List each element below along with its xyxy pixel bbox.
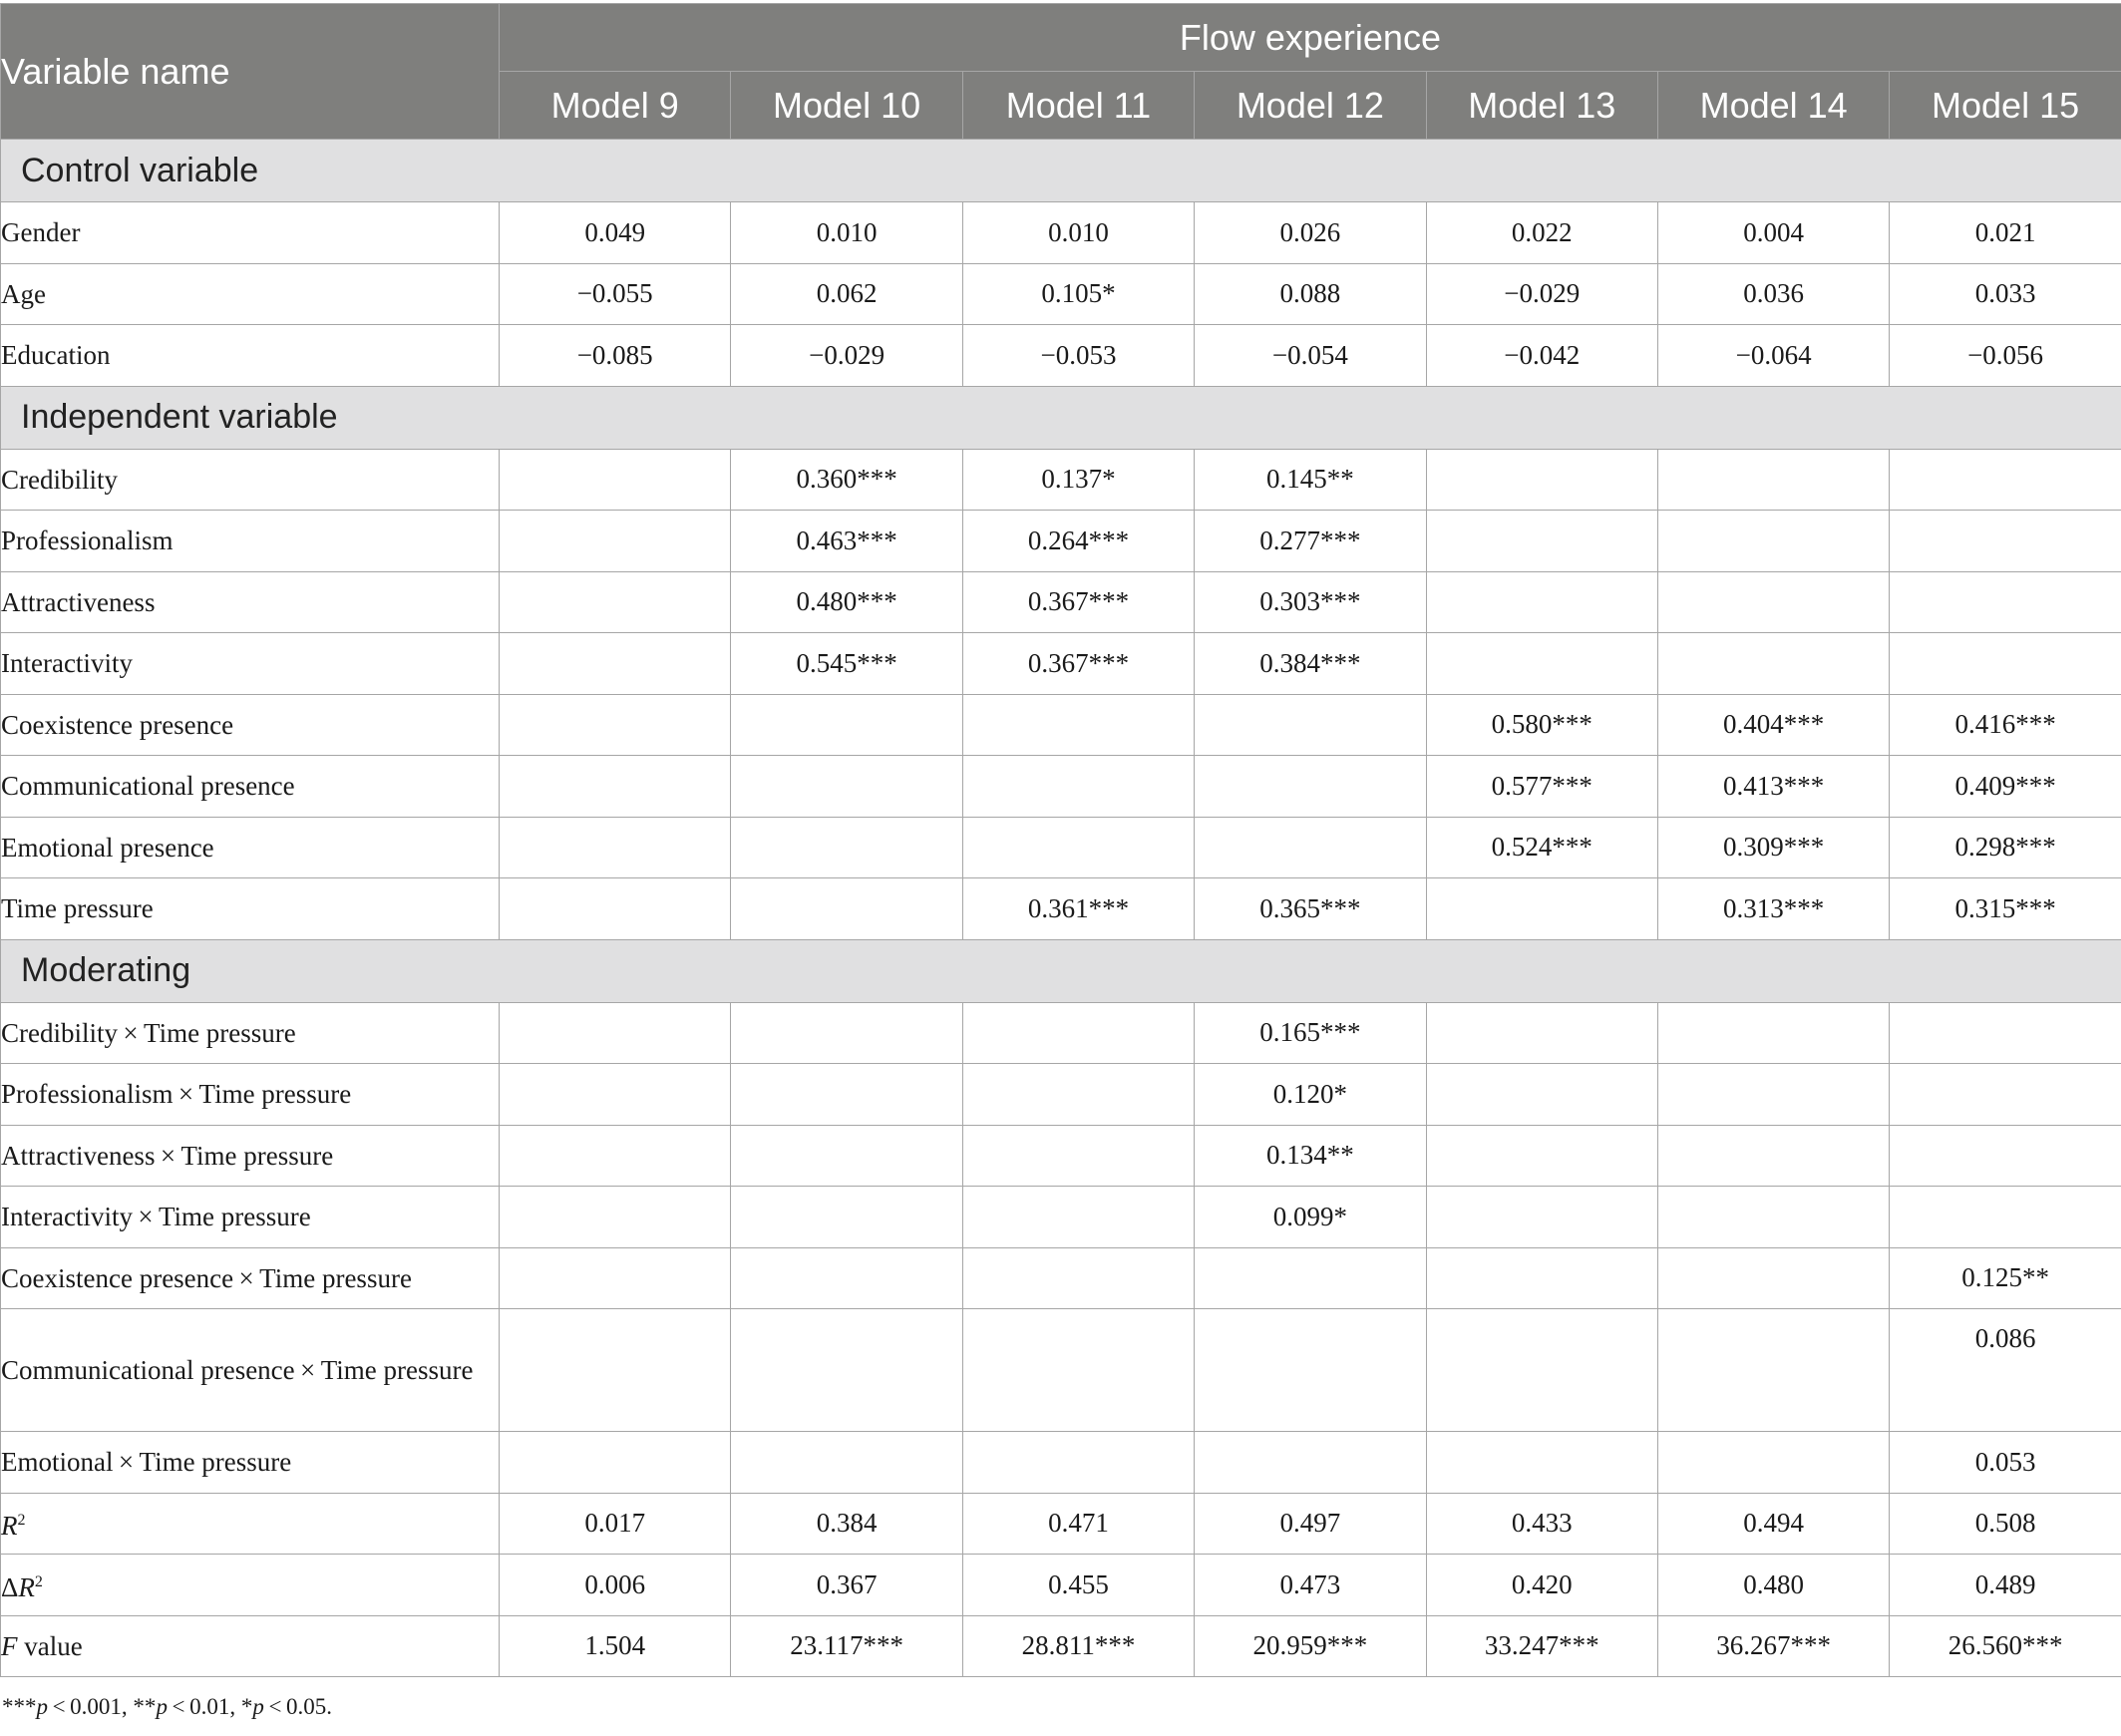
table-header xyxy=(1,4,2121,140)
stat-suffix: value xyxy=(17,1630,83,1661)
table-cell: 0.021 xyxy=(1890,202,2121,264)
table-cell: 23.117*** xyxy=(731,1615,962,1677)
stat-superscript: 2 xyxy=(34,1572,43,1590)
table-cell xyxy=(1657,1125,1889,1187)
table-cell xyxy=(500,571,731,633)
table-cell xyxy=(962,756,1194,818)
table-row xyxy=(1,263,2121,325)
table-cell: 0.494 xyxy=(1657,1493,1889,1555)
table-cell xyxy=(731,1002,962,1064)
table-cell xyxy=(500,633,731,695)
table-cell: 0.006 xyxy=(500,1555,731,1616)
table-cell xyxy=(1657,511,1889,572)
table-cell xyxy=(1426,1247,1657,1309)
table-cell: −0.029 xyxy=(731,325,962,387)
table-cell: −0.029 xyxy=(1426,263,1657,325)
table-cell: 0.416*** xyxy=(1890,694,2121,756)
table-cell: 0.120* xyxy=(1195,1064,1426,1126)
table-row xyxy=(1,1247,2121,1309)
table-row xyxy=(1,694,2121,756)
table-cell xyxy=(962,1125,1194,1187)
table-cell xyxy=(1426,1432,1657,1494)
table-cell: 0.365*** xyxy=(1195,878,1426,940)
table-row xyxy=(1,202,2121,264)
table-cell xyxy=(500,1002,731,1064)
table-cell: 0.361*** xyxy=(962,878,1194,940)
stat-label xyxy=(1,1493,500,1555)
table-cell xyxy=(1890,571,2121,633)
table-cell: 0.455 xyxy=(962,1555,1194,1616)
stats-row xyxy=(1,1555,2121,1616)
table-cell xyxy=(731,1125,962,1187)
regression-table xyxy=(0,3,2121,1677)
stat-symbol: F xyxy=(1,1630,18,1661)
table-cell xyxy=(1890,1002,2121,1064)
table-cell: 0.145** xyxy=(1195,449,1426,511)
table-cell: 0.384*** xyxy=(1195,633,1426,695)
table-cell: 0.105* xyxy=(962,263,1194,325)
table-cell: 0.409*** xyxy=(1890,756,2121,818)
table-cell: 0.017 xyxy=(500,1493,731,1555)
table-cell: 0.026 xyxy=(1195,202,1426,264)
table-footnote xyxy=(2,1694,332,1720)
table-cell xyxy=(500,694,731,756)
table-cell: 0.545*** xyxy=(731,633,962,695)
table-cell: 0.489 xyxy=(1890,1555,2121,1616)
footnote-part: p xyxy=(156,1694,168,1719)
table-cell xyxy=(962,1309,1194,1432)
table-cell: 0.298*** xyxy=(1890,817,2121,878)
table-cell xyxy=(1657,1432,1889,1494)
table-cell xyxy=(962,1064,1194,1126)
table-cell xyxy=(500,511,731,572)
row-label: Time pressure xyxy=(1,878,500,940)
table-row xyxy=(1,511,2121,572)
footnote-part: p xyxy=(252,1694,264,1719)
section-title: Control variable xyxy=(1,140,2121,202)
row-label: Interactivity xyxy=(1,633,500,695)
table-cell xyxy=(731,756,962,818)
table-cell xyxy=(1426,511,1657,572)
table-cell: 0.384 xyxy=(731,1493,962,1555)
stat-symbol: R xyxy=(1,1511,18,1542)
section-title: Moderating xyxy=(1,939,2121,1002)
table-cell: 0.277*** xyxy=(1195,511,1426,572)
table-cell: 0.580*** xyxy=(1426,694,1657,756)
section-row xyxy=(1,386,2121,449)
row-label: Interactivity × Time pressure xyxy=(1,1187,500,1248)
table-cell xyxy=(731,1432,962,1494)
table-cell xyxy=(1195,1247,1426,1309)
table-row xyxy=(1,325,2121,387)
table-cell: 0.053 xyxy=(1890,1432,2121,1494)
row-label: Attractiveness × Time pressure xyxy=(1,1125,500,1187)
row-label: Professionalism xyxy=(1,511,500,572)
table-cell xyxy=(1195,1309,1426,1432)
table-row xyxy=(1,1187,2121,1248)
table-cell xyxy=(1426,1309,1657,1432)
table-cell: 0.033 xyxy=(1890,263,2121,325)
table-cell: −0.053 xyxy=(962,325,1194,387)
table-cell xyxy=(500,878,731,940)
table-cell: 1.504 xyxy=(500,1615,731,1677)
table-cell xyxy=(1890,449,2121,511)
table-cell xyxy=(1657,1247,1889,1309)
table-cell: 0.165*** xyxy=(1195,1002,1426,1064)
stat-prefix: Δ xyxy=(1,1571,19,1602)
table-cell: 0.480 xyxy=(1657,1555,1889,1616)
table-cell xyxy=(731,817,962,878)
table-row xyxy=(1,1309,2121,1432)
table-cell: 0.010 xyxy=(731,202,962,264)
row-label: Gender xyxy=(1,202,500,264)
table-cell xyxy=(500,449,731,511)
table-row xyxy=(1,1432,2121,1494)
table-cell xyxy=(1890,1187,2121,1248)
table-cell xyxy=(731,694,962,756)
table-cell: 0.360*** xyxy=(731,449,962,511)
table-cell xyxy=(500,1064,731,1126)
table-cell: 0.413*** xyxy=(1657,756,1889,818)
table-cell: 0.313*** xyxy=(1657,878,1889,940)
table-cell xyxy=(731,1309,962,1432)
table-cell xyxy=(500,756,731,818)
section-row xyxy=(1,939,2121,1002)
table-cell xyxy=(1195,817,1426,878)
model-header: Model 10 xyxy=(731,72,962,140)
table-cell xyxy=(1426,878,1657,940)
table-cell xyxy=(1195,694,1426,756)
table-cell: 0.137* xyxy=(962,449,1194,511)
table-cell: 0.125** xyxy=(1890,1247,2121,1309)
model-header: Model 11 xyxy=(962,72,1194,140)
table-cell xyxy=(1890,633,2121,695)
stat-label xyxy=(1,1555,500,1616)
table-cell: 0.524*** xyxy=(1426,817,1657,878)
table-cell xyxy=(1657,1309,1889,1432)
footnote-part: < 0.05. xyxy=(263,1694,333,1719)
table-cell xyxy=(962,1187,1194,1248)
row-label: Emotional × Time pressure xyxy=(1,1432,500,1494)
table-cell xyxy=(1426,1064,1657,1126)
table-cell xyxy=(1195,756,1426,818)
table-cell: 0.404*** xyxy=(1657,694,1889,756)
table-cell: 0.480*** xyxy=(731,571,962,633)
table-cell: 28.811*** xyxy=(962,1615,1194,1677)
table-cell: 0.367 xyxy=(731,1555,962,1616)
table-row xyxy=(1,817,2121,878)
row-label: Education xyxy=(1,325,500,387)
table-cell xyxy=(1890,1125,2121,1187)
table-cell xyxy=(731,1064,962,1126)
table-cell: −0.064 xyxy=(1657,325,1889,387)
table-cell xyxy=(1426,449,1657,511)
table-cell: 0.134** xyxy=(1195,1125,1426,1187)
table-cell xyxy=(500,817,731,878)
table-cell xyxy=(500,1187,731,1248)
table-cell: 36.267*** xyxy=(1657,1615,1889,1677)
table-cell: 0.508 xyxy=(1890,1493,2121,1555)
stats-row xyxy=(1,1493,2121,1555)
table-cell: 0.367*** xyxy=(962,633,1194,695)
table-row xyxy=(1,571,2121,633)
row-label: Credibility xyxy=(1,449,500,511)
table-cell: 20.959*** xyxy=(1195,1615,1426,1677)
table-row xyxy=(1,449,2121,511)
table-row xyxy=(1,878,2121,940)
table-cell: 33.247*** xyxy=(1426,1615,1657,1677)
table-cell xyxy=(1195,1432,1426,1494)
section-title: Independent variable xyxy=(1,386,2121,449)
table-cell xyxy=(962,1002,1194,1064)
table-cell: 0.315*** xyxy=(1890,878,2121,940)
table-cell: 0.049 xyxy=(500,202,731,264)
model-header: Model 14 xyxy=(1657,72,1889,140)
table-row xyxy=(1,1125,2121,1187)
table-cell: −0.042 xyxy=(1426,325,1657,387)
table-cell: 0.010 xyxy=(962,202,1194,264)
model-header: Model 15 xyxy=(1890,72,2121,140)
table-cell: 0.036 xyxy=(1657,263,1889,325)
table-cell xyxy=(1890,511,2121,572)
table-cell xyxy=(500,1247,731,1309)
table-cell xyxy=(1657,1187,1889,1248)
table-cell xyxy=(1426,571,1657,633)
stat-label xyxy=(1,1615,500,1677)
section-row xyxy=(1,140,2121,202)
table-body xyxy=(1,140,2121,1677)
stat-superscript: 2 xyxy=(17,1512,26,1530)
row-label: Attractiveness xyxy=(1,571,500,633)
table-cell: 0.086 xyxy=(1890,1309,2121,1432)
flow-experience-header: Flow experience xyxy=(500,4,2121,72)
row-label: Emotional presence xyxy=(1,817,500,878)
table-row xyxy=(1,756,2121,818)
row-label: Coexistence presence xyxy=(1,694,500,756)
table-cell xyxy=(1657,571,1889,633)
table-row xyxy=(1,633,2121,695)
table-cell xyxy=(731,878,962,940)
footnote-part: p xyxy=(36,1694,48,1719)
row-label: Credibility × Time pressure xyxy=(1,1002,500,1064)
row-label: Age xyxy=(1,263,500,325)
table-cell: 0.577*** xyxy=(1426,756,1657,818)
table-cell: −0.085 xyxy=(500,325,731,387)
table-cell xyxy=(500,1432,731,1494)
row-label: Communicational presence xyxy=(1,756,500,818)
table-cell xyxy=(1657,633,1889,695)
table-cell: −0.056 xyxy=(1890,325,2121,387)
footnote-part: *** xyxy=(2,1694,37,1719)
table-cell: 0.303*** xyxy=(1195,571,1426,633)
table-cell xyxy=(500,1309,731,1432)
stats-row xyxy=(1,1615,2121,1677)
variable-name-header: Variable name xyxy=(1,4,500,140)
table-cell: −0.055 xyxy=(500,263,731,325)
table-cell: 0.022 xyxy=(1426,202,1657,264)
table-cell xyxy=(962,1247,1194,1309)
table-cell xyxy=(962,694,1194,756)
table-cell: 0.433 xyxy=(1426,1493,1657,1555)
table-row xyxy=(1,1002,2121,1064)
table-cell xyxy=(1426,1125,1657,1187)
table-cell: 0.497 xyxy=(1195,1493,1426,1555)
table-cell: 0.099* xyxy=(1195,1187,1426,1248)
row-label: Coexistence presence × Time pressure xyxy=(1,1247,500,1309)
table-cell xyxy=(962,817,1194,878)
table-cell: 0.309*** xyxy=(1657,817,1889,878)
model-header: Model 13 xyxy=(1426,72,1657,140)
table-cell: 0.004 xyxy=(1657,202,1889,264)
table-cell: 0.420 xyxy=(1426,1555,1657,1616)
table-row xyxy=(1,1064,2121,1126)
table-cell xyxy=(1657,1064,1889,1126)
table-cell: 26.560*** xyxy=(1890,1615,2121,1677)
table-cell xyxy=(1426,1187,1657,1248)
table-cell: 0.471 xyxy=(962,1493,1194,1555)
table-cell xyxy=(1426,1002,1657,1064)
row-label: Professionalism × Time pressure xyxy=(1,1064,500,1126)
table-cell xyxy=(731,1247,962,1309)
model-header: Model 12 xyxy=(1195,72,1426,140)
model-header: Model 9 xyxy=(500,72,731,140)
footnote-part: < 0.01, * xyxy=(167,1694,253,1719)
table-cell: −0.054 xyxy=(1195,325,1426,387)
table-cell: 0.473 xyxy=(1195,1555,1426,1616)
row-label: Communicational presence × Time pressure xyxy=(1,1309,500,1432)
table-cell: 0.264*** xyxy=(962,511,1194,572)
table-cell xyxy=(962,1432,1194,1494)
table-cell xyxy=(731,1187,962,1248)
table-cell xyxy=(500,1125,731,1187)
stat-symbol: R xyxy=(18,1571,35,1602)
table-cell xyxy=(1890,1064,2121,1126)
footnote-part: < 0.001, ** xyxy=(48,1694,157,1719)
table-cell: 0.088 xyxy=(1195,263,1426,325)
table-cell: 0.463*** xyxy=(731,511,962,572)
table-cell xyxy=(1657,449,1889,511)
table-cell: 0.367*** xyxy=(962,571,1194,633)
table-cell xyxy=(1657,1002,1889,1064)
table-cell: 0.062 xyxy=(731,263,962,325)
table-cell xyxy=(1426,633,1657,695)
